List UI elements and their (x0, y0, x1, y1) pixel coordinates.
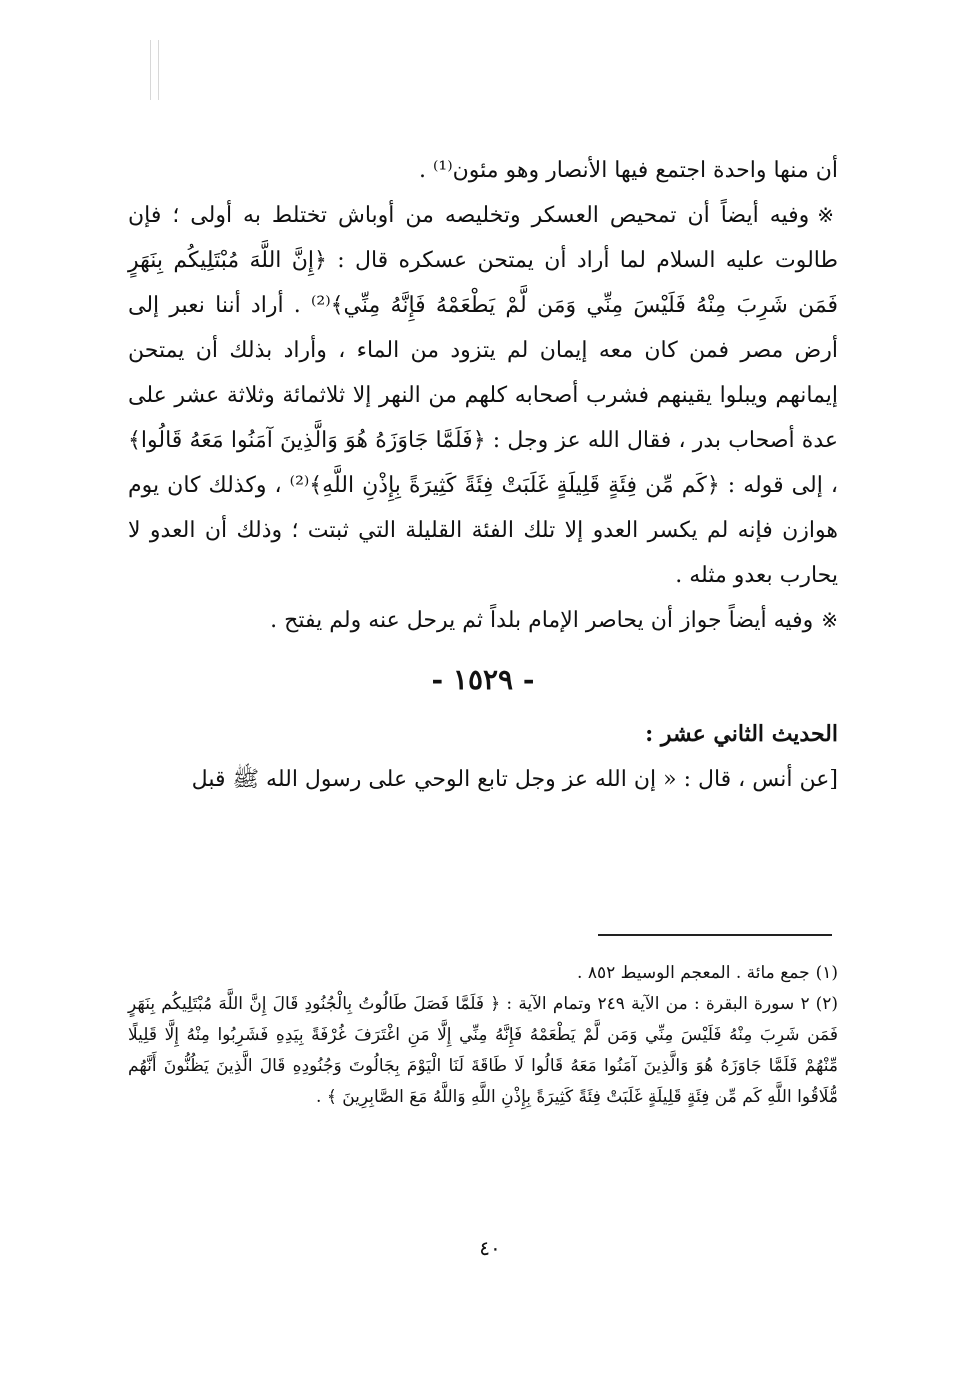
footnote-text: ٢ سورة البقرة : من الآية ٢٤٩ وتمام الآية : ﴿ فَلَمَّا فَصَلَ طَالُوتُ بِالْجُنُودِ قَالَ إِنَّ اللَّهَ مُبْتَلِيكُم بِنَهَرٍ فَمَن شَرِبَ مِنْهُ فَلَيْسَ مِنِّي وَمَن لَّمْ يَطْعَمْهُ فَإِنَّهُ مِنِّي إِلَّا مَنِ اغْتَرَفَ غُرْفَةً بِيَدِهِ فَشَرِبُوا مِنْهُ إِلَّا قَلِيلًا مِّنْهُمْ فَلَمَّا جَاوَزَهُ هُوَ وَالَّذِينَ آمَنُوا مَعَهُ قَالُوا لَا طَاقَةَ لَنَا الْيَوْمَ بِجَالُوتَ وَجُنُودِهِ قَالَ الَّذِينَ يَظُنُّونَ أَنَّهُم مُّلَاقُوا اللَّهِ كَم مِّن فِئَةٍ قَلِيلَةٍ غَلَبَتْ فِئَةً كَثِيرَةً بِإِذْنِ اللَّهِ وَاللَّهُ مَعَ الصَّابِرِينَ ﴾ . (128, 994, 838, 1107)
footnote-text: جمع مائة . المعجم الوسيط ٨٥٢ . (577, 963, 810, 983)
hadith-text: [عن أنس ، قال : « إن الله عز وجل تابع الوحي على رسول الله ﷺ قبل (191, 767, 838, 792)
scan-artifact-line (158, 40, 159, 100)
page-number: ٤٠ (479, 1236, 501, 1260)
footnote-number: (٢) (815, 994, 838, 1014)
footnote-divider (598, 934, 832, 936)
footnotes (128, 958, 838, 1113)
bullet-star-icon: ※ (817, 203, 838, 227)
footnote-number: (١) (815, 963, 838, 983)
paragraph-text: وفيه أيضاً جواز أن يحاصر الإمام بلداً ثم يرحل عنه ولم يفتح . (270, 608, 814, 633)
paragraph-text: وفيه أيضاً أن تمحيص العسكر وتخليصه من أوباش تختلط به أولى ؛ فإن طالوت عليه السلام لما أراد أن يمتحن عسكره قال : ﴿إِنَّ اللَّهَ مُبْتَلِيكُم بِنَهَرٍ فَمَن شَرِبَ مِنْهُ فَلَيْسَ مِنِّي وَمَن لَّمْ يَطْعَمْهُ فَإِنَّهُ مِنِّي﴾⁽²⁾ . أراد أننا نعبر إلى أرض مصر فمن كان معه إيمان لم يتزود من الماء ، وأراد بذلك أن يمتحن إيمانهم ويبلوا يقينهم فشرب أصحابه كلهم من النهر إلا ثلاثمائة وثلاثة عشر على عدة أصحاب بدر ، فقال الله عز وجل : ﴿فَلَمَّا جَاوَزَهُ هُوَ وَالَّذِينَ آمَنُوا مَعَهُ قَالُوا﴾ ، إلى قوله : ﴿كَم مِّن فِئَةٍ قَلِيلَةٍ غَلَبَتْ فِئَةً كَثِيرَةً بِإِذْنِ اللَّهِ﴾⁽²⁾ ، وكذلك كان يوم هوازن فإنه لم يكسر العدو إلا تلك الفئة القليلة التي ثبتت ؛ وذلك أن العدو لا يحارب بعدو مثله . (128, 203, 838, 588)
hadith-number: - ١٥٢٩ - (431, 663, 535, 696)
footnote-2 (128, 989, 838, 1113)
footnote-1 (128, 958, 838, 989)
bullet-star-icon: ※ (821, 608, 838, 632)
main-text (128, 148, 838, 802)
scan-artifact-line (150, 40, 151, 100)
paragraph-bullet-1 (128, 193, 838, 598)
paragraph-bullet-2 (128, 598, 838, 643)
hadith-title: الحديث الثاني عشر : (645, 721, 838, 747)
paragraph-continuation: أن منها واحدة اجتمع فيها الأنصار وهو مئون⁽¹⁾ . (418, 158, 838, 183)
